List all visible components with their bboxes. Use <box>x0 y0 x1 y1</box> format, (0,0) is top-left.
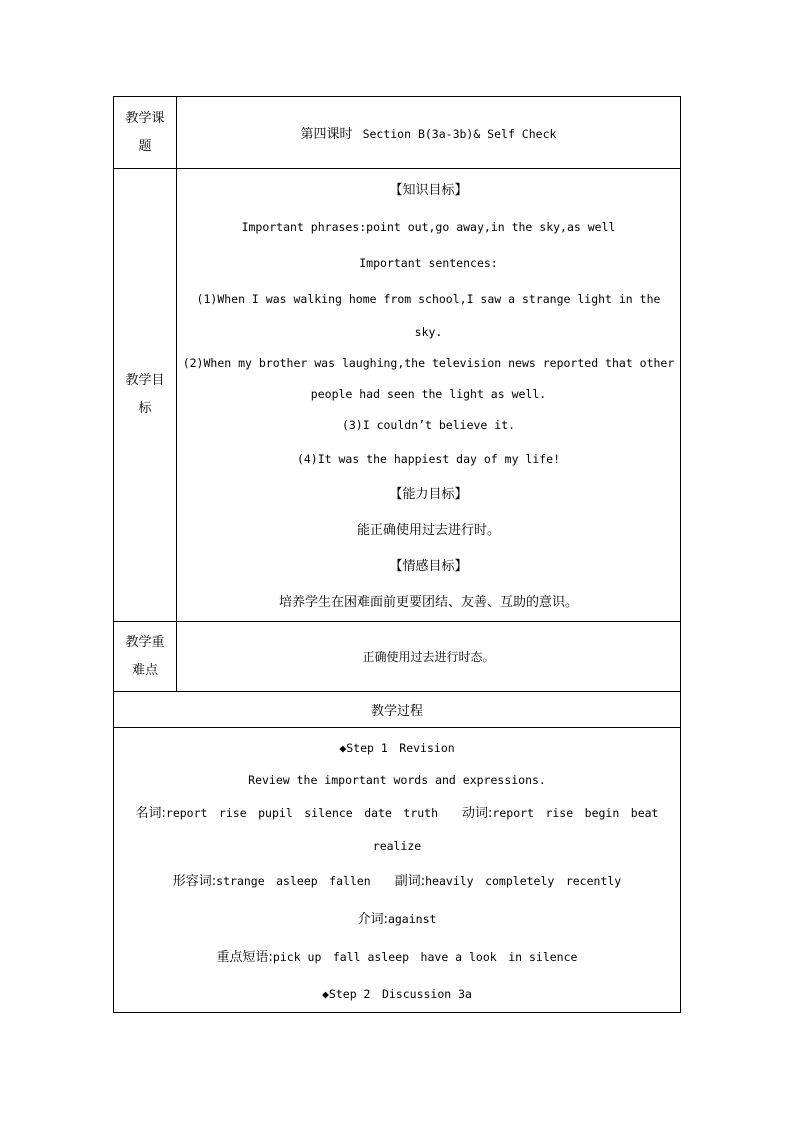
adj-label: 形容词: <box>172 874 217 889</box>
verbs-list: report rise begin beat <box>492 806 659 820</box>
sentence-2-line-2: people had seen the light as well. <box>310 387 547 401</box>
process-heading: 教学过程 <box>114 692 681 728</box>
prep-list: against <box>387 912 437 926</box>
adv-list: heavily completely recently <box>425 874 622 888</box>
verbs-label: 动词: <box>462 806 493 821</box>
emotion-text: 培养学生在困难面前更要团结、友善、互助的意识。 <box>278 595 578 610</box>
sentence-1-line-1: (1)When I was walking home from school,I saw a strange light in the <box>196 292 661 306</box>
prep-label: 介词: <box>357 912 388 927</box>
lesson-plan-table <box>113 96 681 1013</box>
topic-row <box>114 97 681 169</box>
ability-heading: 【能力目标】 <box>389 487 468 502</box>
adj-adv-line <box>118 862 676 900</box>
key-phrases-list: pick up fall asleep have a look in silence <box>272 950 578 964</box>
topic-value <box>177 97 681 169</box>
sentence-3: (3)I couldn’t believe it. <box>341 418 516 432</box>
sentence-2-line-1: (2)When my brother was laughing,the television news reported that other <box>182 356 675 370</box>
ability-text: 能正确使用过去进行时。 <box>356 523 500 538</box>
goals-row <box>114 169 681 622</box>
key-phrases-label: 重点短语: <box>216 950 273 965</box>
topic-label: 教学课 题 <box>114 97 177 169</box>
process-content <box>114 728 681 1013</box>
sentence-4: (4)It was the happiest day of my life! <box>296 452 561 466</box>
difficulty-label: 教学重 难点 <box>114 622 177 692</box>
knowledge-heading: 【知识目标】 <box>389 183 468 198</box>
nouns-label: 名词: <box>135 806 166 821</box>
step-2-title: ◆Step 2 Discussion 3a <box>322 987 472 1001</box>
key-phrases-line <box>118 938 676 976</box>
adv-label: 副词: <box>394 874 426 889</box>
nouns-list: report rise pupil silence date truth <box>165 806 439 820</box>
process-heading-row <box>114 692 681 728</box>
difficulty-row <box>114 622 681 692</box>
adj-list: strange asleep fallen <box>216 874 371 888</box>
review-text: Review the important words and expressions. <box>248 773 546 787</box>
topic-value-zh: 第四课时 <box>300 127 353 142</box>
sentence-1-line-2: sky. <box>414 325 443 339</box>
topic-value-en: Section B(3a-3b)& Self Check <box>362 127 557 141</box>
difficulty-text: 正确使用过去进行时态。 <box>177 622 681 692</box>
nouns-verbs-line <box>118 796 676 830</box>
process-row <box>114 728 681 1013</box>
sentences-heading: Important sentences: <box>359 256 498 270</box>
important-phrases: Important phrases:point out,go away,in the sky,as well <box>241 220 616 234</box>
emotion-heading: 【情感目标】 <box>389 559 468 574</box>
goals-label: 教学目 标 <box>114 169 177 622</box>
prep-line <box>118 900 676 938</box>
verbs-list-continued: realize <box>372 839 422 853</box>
step-1-title: ◆Step 1 Revision <box>339 741 455 755</box>
goals-content <box>177 169 681 622</box>
